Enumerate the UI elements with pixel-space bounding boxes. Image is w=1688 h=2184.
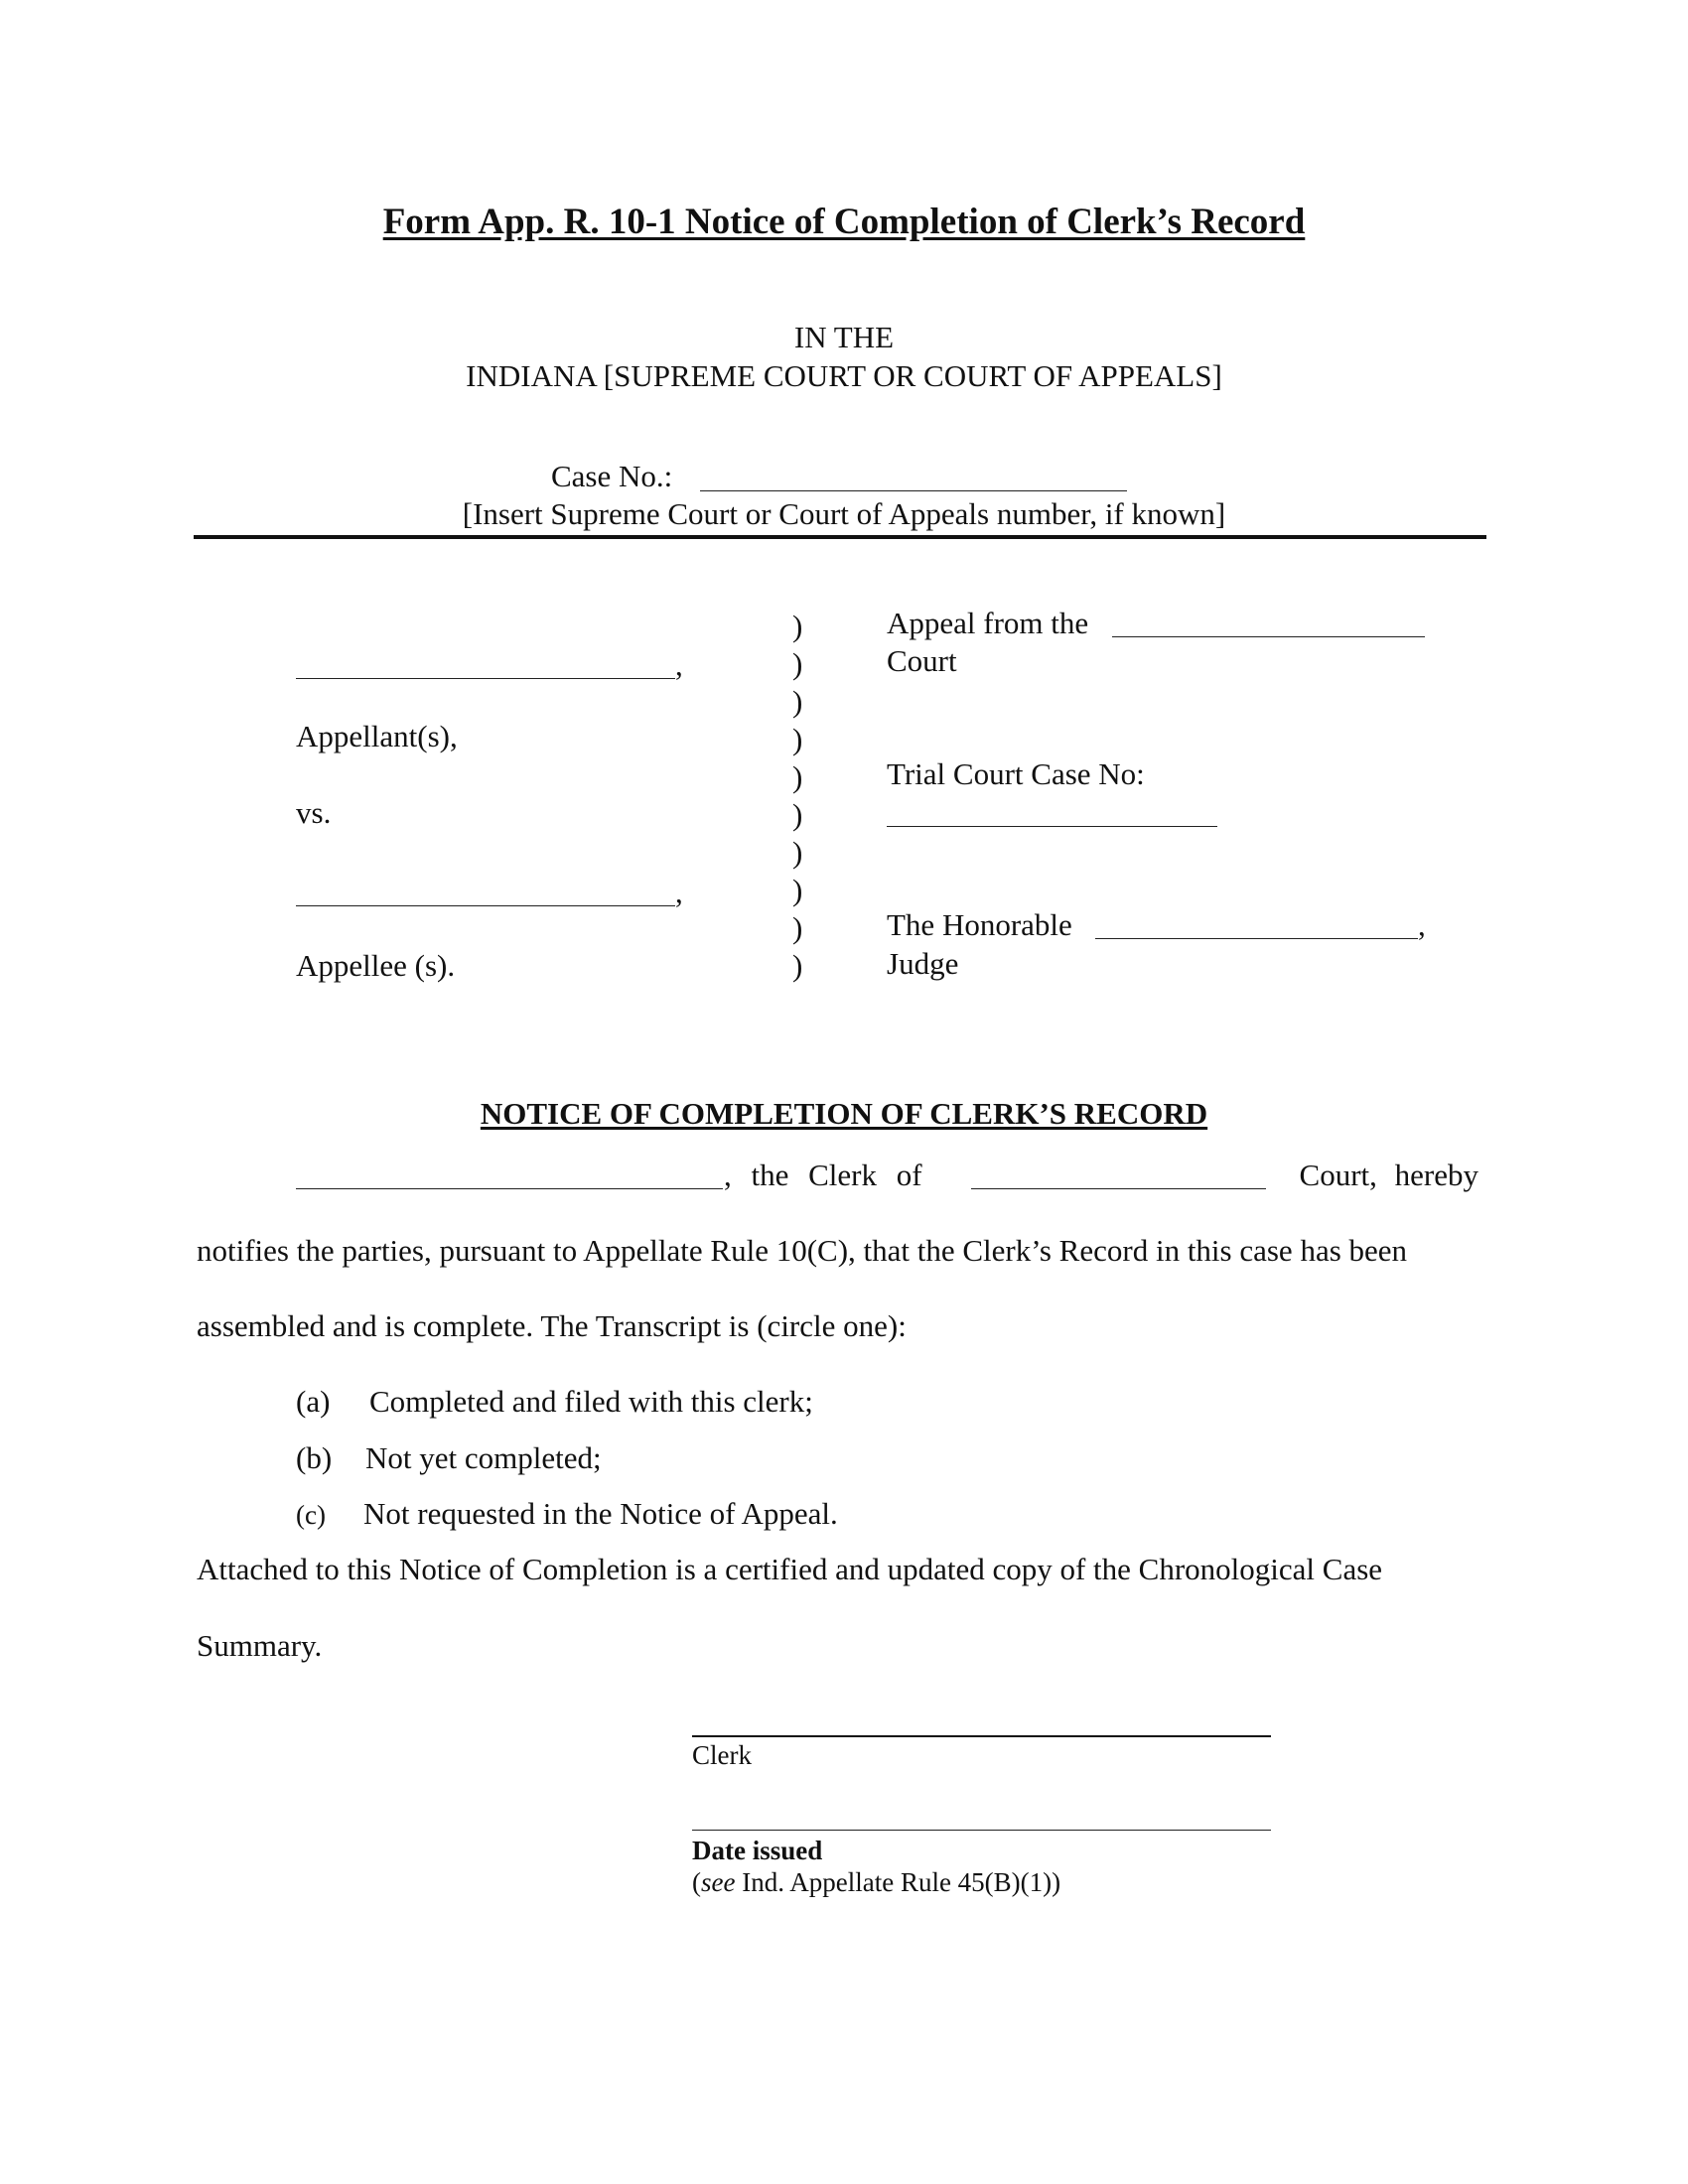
court-line-2: INDIANA [SUPREME COURT OR COURT OF APPEALS] [466,358,1222,393]
caption-paren: ) [792,873,803,907]
caption-paren: ) [792,722,803,756]
trial-case-field[interactable] [887,826,1217,827]
caption-paren: ) [792,835,803,870]
option-text[interactable]: Not yet completed; [365,1440,602,1475]
honorable-label: The Honorable [887,907,1072,942]
caption-paren: ) [792,910,803,945]
county-court-field[interactable] [971,1188,1266,1189]
clerk-name-field[interactable] [296,1188,723,1189]
date-issued-label: Date issued [692,1836,823,1865]
rule-text: Ind. Appellate Rule 45(B)(1)) [735,1867,1061,1897]
court-hereby-label: Court, hereby [1299,1158,1478,1192]
caption-paren: ) [792,609,803,643]
notice-heading: NOTICE OF COMPLETION OF CLERK’S RECORD [480,1096,1208,1131]
notice-line-2: notifies the parties, pursuant to Appellate Rule 10(C), that the Clerk’s Record in this case has been [197,1233,1408,1268]
trial-case-label: Trial Court Case No: [887,756,1145,791]
header-divider [194,535,1486,539]
option-letter: (b) [296,1440,333,1475]
case-number-label: Case No.: [551,459,673,493]
option-letter: (c) [296,1500,326,1530]
judge-name-field[interactable] [1095,938,1418,939]
date-issued-line[interactable] [692,1830,1271,1831]
court-line-1: IN THE [793,320,895,354]
appellee-comma: , [675,875,683,909]
attached-line-1: Attached to this Notice of Completion is a certified and updated copy of the Chronological Case [197,1552,1383,1586]
caption-paren: ) [792,948,803,983]
appellee-name-field[interactable] [296,905,675,906]
option-text[interactable]: Not requested in the Notice of Appeal. [363,1496,838,1531]
judge-label: Judge [887,946,959,981]
case-number-hint: [Insert Supreme Court or Court of Appeals number, if known] [462,496,1226,531]
caption-paren: ) [792,684,803,719]
notice-line-3: assembled and is complete. The Transcript is (circle one): [197,1308,907,1343]
caption-paren: ) [792,797,803,832]
clerk-signature-line[interactable] [692,1735,1271,1737]
rule-reference [692,1866,1060,1898]
appeal-court-field[interactable] [1112,636,1425,637]
attached-line-2: Summary. [197,1628,323,1663]
caption-paren: ) [792,646,803,681]
court-label: Court [887,643,957,678]
appellant-comma: , [675,647,683,682]
judge-comma: , [1418,907,1426,942]
case-number-field[interactable] [700,490,1127,491]
vs-label: vs. [296,795,332,830]
appellee-label: Appellee (s). [296,948,456,983]
option-letter: (a) [296,1384,331,1419]
clerk-signature-label: Clerk [692,1740,752,1770]
clerk-of-label: , the Clerk of [724,1158,922,1192]
rule-open-paren: ( [692,1867,701,1897]
appellant-name-field[interactable] [296,678,675,679]
form-title: Form App. R. 10-1 Notice of Completion of Clerk’s Record [382,202,1306,242]
caption-paren: ) [792,759,803,794]
appeal-from-label: Appeal from the [887,606,1089,640]
option-text[interactable]: Completed and filed with this clerk; [369,1384,813,1419]
see-word: see [701,1867,736,1897]
appellant-label: Appellant(s), [296,719,458,753]
